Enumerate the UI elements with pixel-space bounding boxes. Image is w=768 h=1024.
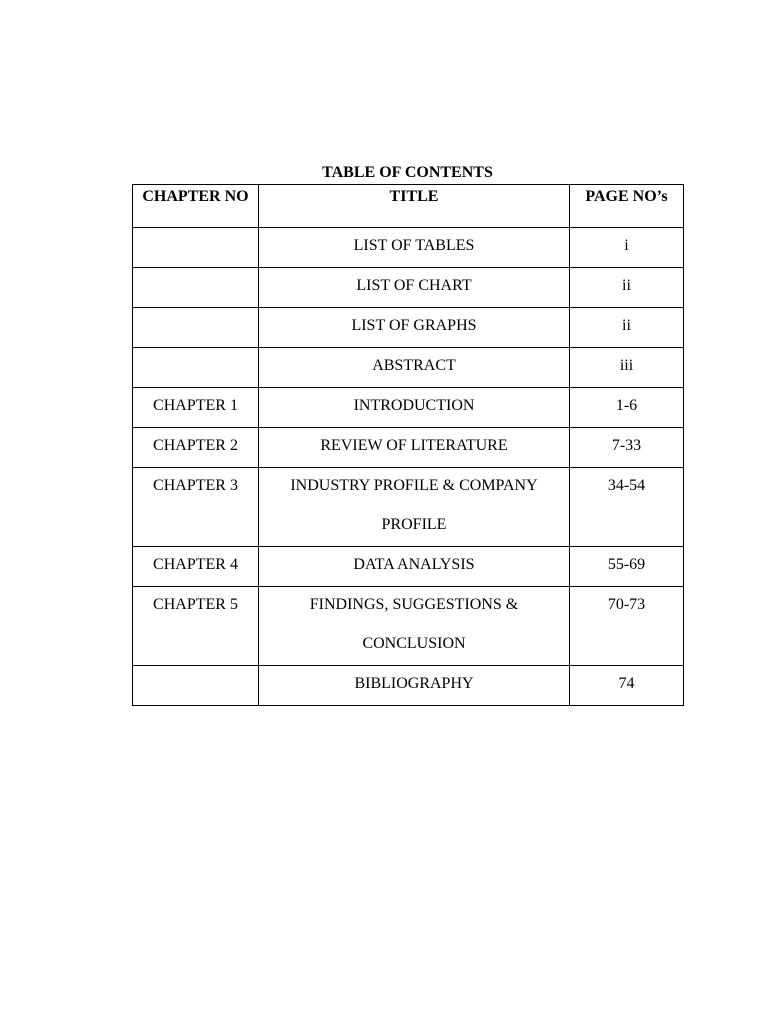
title-cell: LIST OF GRAPHS	[259, 308, 570, 348]
page-cell: ii	[570, 268, 684, 308]
page-cell: 70-73	[570, 587, 684, 666]
title-cell: ABSTRACT	[259, 348, 570, 388]
page-cell: 34-54	[570, 468, 684, 547]
page-cell: 74	[570, 666, 684, 706]
table-row	[133, 268, 684, 308]
title-line: CONCLUSION	[362, 635, 466, 652]
table-row	[133, 468, 684, 547]
page-cell: iii	[570, 348, 684, 388]
table-header-row	[133, 185, 684, 228]
chapter-cell	[133, 308, 259, 348]
table-row	[133, 587, 684, 666]
chapter-cell	[133, 268, 259, 308]
title-cell: INTRODUCTION	[259, 388, 570, 428]
table-row	[133, 308, 684, 348]
chapter-cell: CHAPTER 2	[133, 428, 259, 468]
chapter-cell	[133, 666, 259, 706]
table-row	[133, 428, 684, 468]
page-cell: i	[570, 228, 684, 268]
header-title: TITLE	[259, 185, 570, 228]
title-line: FINDINGS, SUGGESTIONS &	[309, 596, 519, 613]
table-row	[133, 348, 684, 388]
page-cell: ii	[570, 308, 684, 348]
title-line: PROFILE	[381, 516, 447, 533]
table-row	[133, 547, 684, 587]
title-cell: LIST OF CHART	[259, 268, 570, 308]
title-cell: REVIEW OF LITERATURE	[259, 428, 570, 468]
table-row	[133, 388, 684, 428]
page-title: TABLE OF CONTENTS	[322, 164, 493, 181]
page-cell: 55-69	[570, 547, 684, 587]
page-cell: 1-6	[570, 388, 684, 428]
title-cell: LIST OF TABLES	[259, 228, 570, 268]
page-cell: 7-33	[570, 428, 684, 468]
title-cell	[259, 587, 570, 666]
chapter-cell: CHAPTER 4	[133, 547, 259, 587]
title-line: INDUSTRY PROFILE & COMPANY	[290, 477, 538, 494]
title-cell: BIBLIOGRAPHY	[259, 666, 570, 706]
table-row	[133, 666, 684, 706]
chapter-cell: CHAPTER 3	[133, 468, 259, 547]
chapter-cell: CHAPTER 1	[133, 388, 259, 428]
table-of-contents	[132, 184, 684, 706]
chapter-cell: CHAPTER 5	[133, 587, 259, 666]
title-cell	[259, 468, 570, 547]
header-page-nos: PAGE NO’s	[570, 185, 684, 228]
header-chapter-no: CHAPTER NO	[133, 185, 259, 228]
table-row	[133, 228, 684, 268]
title-cell: DATA ANALYSIS	[259, 547, 570, 587]
chapter-cell	[133, 228, 259, 268]
chapter-cell	[133, 348, 259, 388]
